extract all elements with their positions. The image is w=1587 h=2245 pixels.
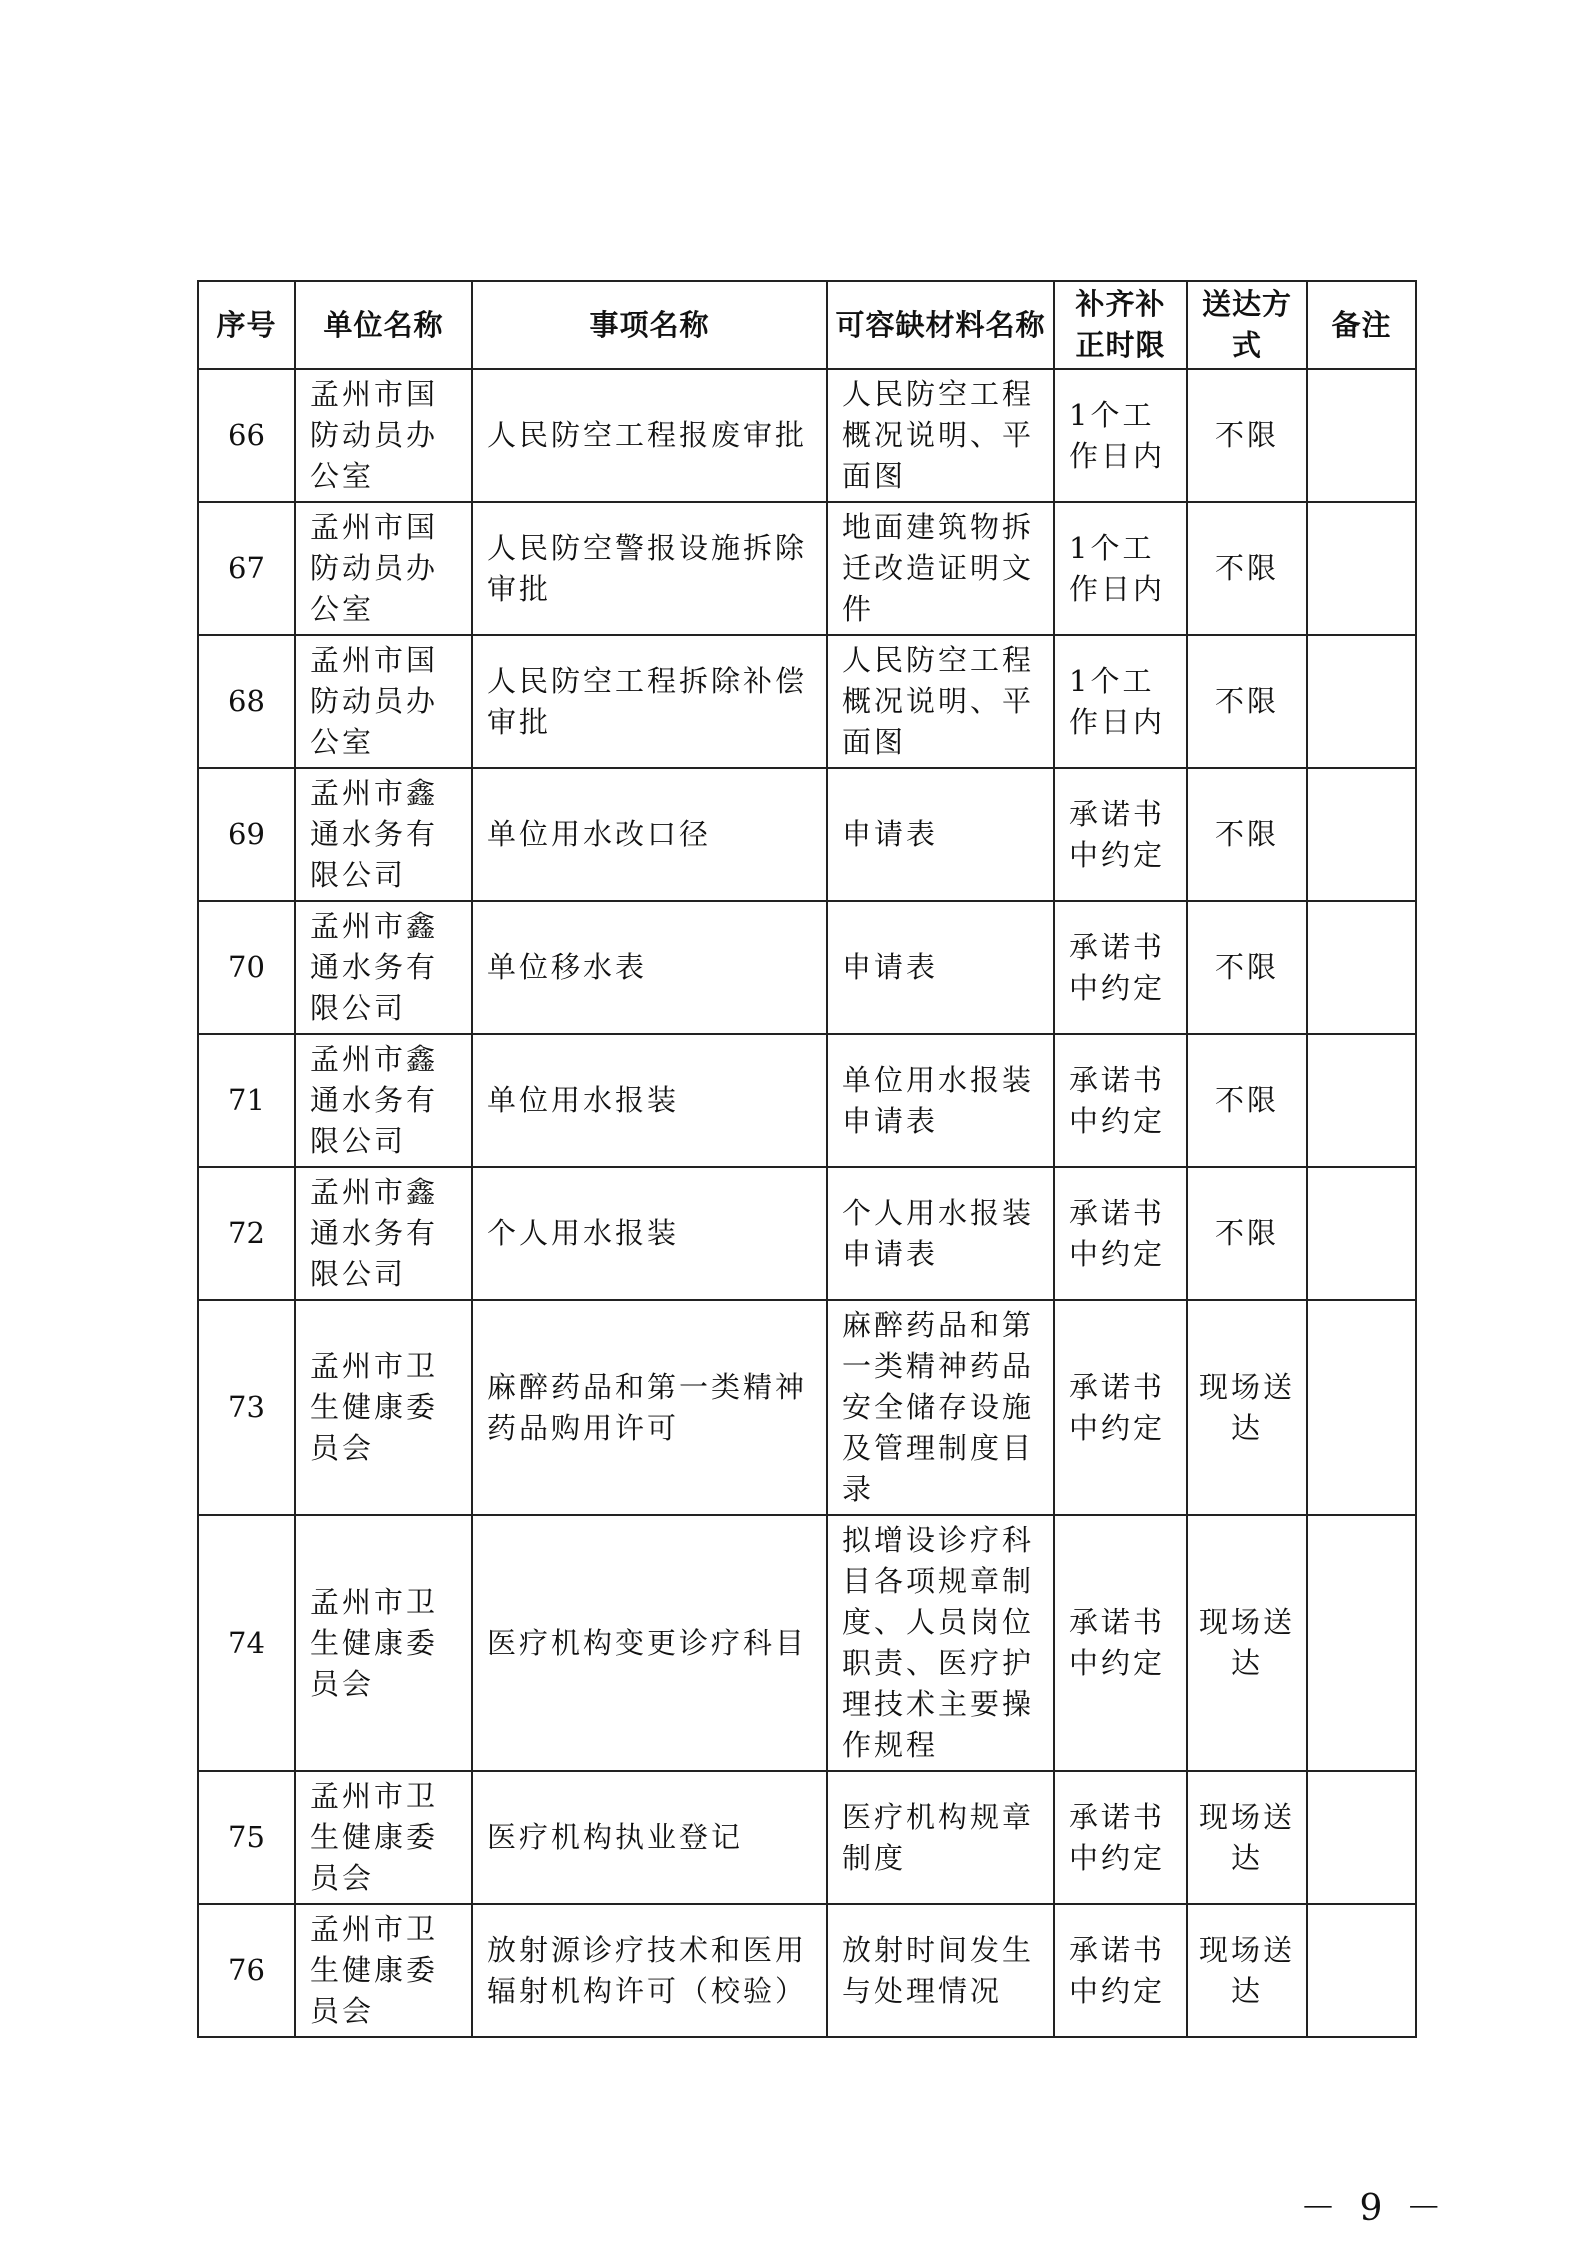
header-material: 可容缺材料名称 xyxy=(827,281,1054,369)
row-deadline-cell: 承诺书中约定 xyxy=(1054,1515,1187,1771)
row-deadline-cell: 承诺书中约定 xyxy=(1054,901,1187,1034)
table-row xyxy=(198,1300,1416,1515)
row-deadline-cell: 1个工作日内 xyxy=(1054,502,1187,635)
row-material-cell: 医疗机构规章制度 xyxy=(827,1771,1054,1904)
table-row xyxy=(198,1515,1416,1771)
row-delivery-cell: 不限 xyxy=(1187,635,1307,768)
row-no-cell: 71 xyxy=(198,1034,295,1167)
row-unit-cell: 孟州市国防动员办公室 xyxy=(295,369,472,502)
row-material-cell: 申请表 xyxy=(827,768,1054,901)
row-unit-cell: 孟州市鑫通水务有限公司 xyxy=(295,1167,472,1300)
row-no-cell: 68 xyxy=(198,635,295,768)
row-no-cell: 67 xyxy=(198,502,295,635)
row-no-cell: 74 xyxy=(198,1515,295,1771)
row-deadline-cell: 承诺书中约定 xyxy=(1054,1904,1187,2037)
header-item: 事项名称 xyxy=(472,281,827,369)
row-remark-cell xyxy=(1307,635,1416,768)
header-no: 序号 xyxy=(198,281,295,369)
row-item-cell: 人民防空警报设施拆除审批 xyxy=(472,502,827,635)
row-no-cell: 70 xyxy=(198,901,295,1034)
row-material-cell: 单位用水报装申请表 xyxy=(827,1034,1054,1167)
row-no-cell: 76 xyxy=(198,1904,295,2037)
table-row xyxy=(198,502,1416,635)
row-deadline-cell: 承诺书中约定 xyxy=(1054,1034,1187,1167)
header-deadline: 补齐补正时限 xyxy=(1054,281,1187,369)
row-delivery-cell: 不限 xyxy=(1187,768,1307,901)
row-remark-cell xyxy=(1307,1515,1416,1771)
row-no-cell: 69 xyxy=(198,768,295,901)
row-remark-cell xyxy=(1307,768,1416,901)
row-delivery-cell: 不限 xyxy=(1187,369,1307,502)
row-no-cell: 72 xyxy=(198,1167,295,1300)
row-item-cell: 单位用水报装 xyxy=(472,1034,827,1167)
row-remark-cell xyxy=(1307,1300,1416,1515)
row-unit-cell: 孟州市卫生健康委员会 xyxy=(295,1904,472,2037)
row-remark-cell xyxy=(1307,502,1416,635)
row-remark-cell xyxy=(1307,369,1416,502)
table-row xyxy=(198,901,1416,1034)
row-item-cell: 单位移水表 xyxy=(472,901,827,1034)
row-delivery-cell: 现场送达 xyxy=(1187,1300,1307,1515)
row-remark-cell xyxy=(1307,1771,1416,1904)
row-delivery-cell: 不限 xyxy=(1187,502,1307,635)
row-deadline-cell: 承诺书中约定 xyxy=(1054,1771,1187,1904)
row-unit-cell: 孟州市国防动员办公室 xyxy=(295,635,472,768)
row-material-cell: 拟增设诊疗科目各项规章制度、人员岗位职责、医疗护理技术主要操作规程 xyxy=(827,1515,1054,1771)
row-item-cell: 人民防空工程报废审批 xyxy=(472,369,827,502)
matter-table-container xyxy=(197,280,1415,2038)
row-deadline-cell: 承诺书中约定 xyxy=(1054,1167,1187,1300)
row-unit-cell: 孟州市鑫通水务有限公司 xyxy=(295,901,472,1034)
row-deadline-cell: 1个工作日内 xyxy=(1054,369,1187,502)
row-no-cell: 73 xyxy=(198,1300,295,1515)
row-item-cell: 个人用水报装 xyxy=(472,1167,827,1300)
row-item-cell: 医疗机构执业登记 xyxy=(472,1771,827,1904)
table-header-row xyxy=(198,281,1416,369)
matter-table xyxy=(197,280,1417,2038)
table-row xyxy=(198,635,1416,768)
row-delivery-cell: 不限 xyxy=(1187,1167,1307,1300)
row-unit-cell: 孟州市鑫通水务有限公司 xyxy=(295,768,472,901)
row-unit-cell: 孟州市卫生健康委员会 xyxy=(295,1515,472,1771)
row-item-cell: 医疗机构变更诊疗科目 xyxy=(472,1515,827,1771)
row-deadline-cell: 承诺书中约定 xyxy=(1054,768,1187,901)
row-deadline-cell: 承诺书中约定 xyxy=(1054,1300,1187,1515)
row-material-cell: 人民防空工程概况说明、平面图 xyxy=(827,369,1054,502)
header-remark: 备注 xyxy=(1307,281,1416,369)
row-item-cell: 人民防空工程拆除补偿审批 xyxy=(472,635,827,768)
row-remark-cell xyxy=(1307,1167,1416,1300)
row-material-cell: 人民防空工程概况说明、平面图 xyxy=(827,635,1054,768)
row-material-cell: 放射时间发生与处理情况 xyxy=(827,1904,1054,2037)
row-delivery-cell: 现场送达 xyxy=(1187,1515,1307,1771)
row-delivery-cell: 现场送达 xyxy=(1187,1904,1307,2037)
row-remark-cell xyxy=(1307,1904,1416,2037)
row-item-cell: 麻醉药品和第一类精神药品购用许可 xyxy=(472,1300,827,1515)
row-item-cell: 放射源诊疗技术和医用辐射机构许可（校验） xyxy=(472,1904,827,2037)
row-no-cell: 75 xyxy=(198,1771,295,1904)
row-material-cell: 个人用水报装申请表 xyxy=(827,1167,1054,1300)
row-unit-cell: 孟州市卫生健康委员会 xyxy=(295,1771,472,1904)
row-material-cell: 麻醉药品和第一类精神药品安全储存设施及管理制度目录 xyxy=(827,1300,1054,1515)
header-unit: 单位名称 xyxy=(295,281,472,369)
table-row xyxy=(198,369,1416,502)
table-row xyxy=(198,768,1416,901)
row-delivery-cell: 现场送达 xyxy=(1187,1771,1307,1904)
table-row xyxy=(198,1771,1416,1904)
row-unit-cell: 孟州市国防动员办公室 xyxy=(295,502,472,635)
row-remark-cell xyxy=(1307,1034,1416,1167)
table-row xyxy=(198,1167,1416,1300)
table-row xyxy=(198,1904,1416,2037)
row-unit-cell: 孟州市鑫通水务有限公司 xyxy=(295,1034,472,1167)
row-material-cell: 申请表 xyxy=(827,901,1054,1034)
row-delivery-cell: 不限 xyxy=(1187,1034,1307,1167)
page-number: － 9 － xyxy=(1300,2188,1448,2229)
row-deadline-cell: 1个工作日内 xyxy=(1054,635,1187,768)
row-material-cell: 地面建筑物拆迁改造证明文件 xyxy=(827,502,1054,635)
row-remark-cell xyxy=(1307,901,1416,1034)
row-unit-cell: 孟州市卫生健康委员会 xyxy=(295,1300,472,1515)
row-item-cell: 单位用水改口径 xyxy=(472,768,827,901)
row-delivery-cell: 不限 xyxy=(1187,901,1307,1034)
table-row xyxy=(198,1034,1416,1167)
header-delivery: 送达方式 xyxy=(1187,281,1307,369)
row-no-cell: 66 xyxy=(198,369,295,502)
